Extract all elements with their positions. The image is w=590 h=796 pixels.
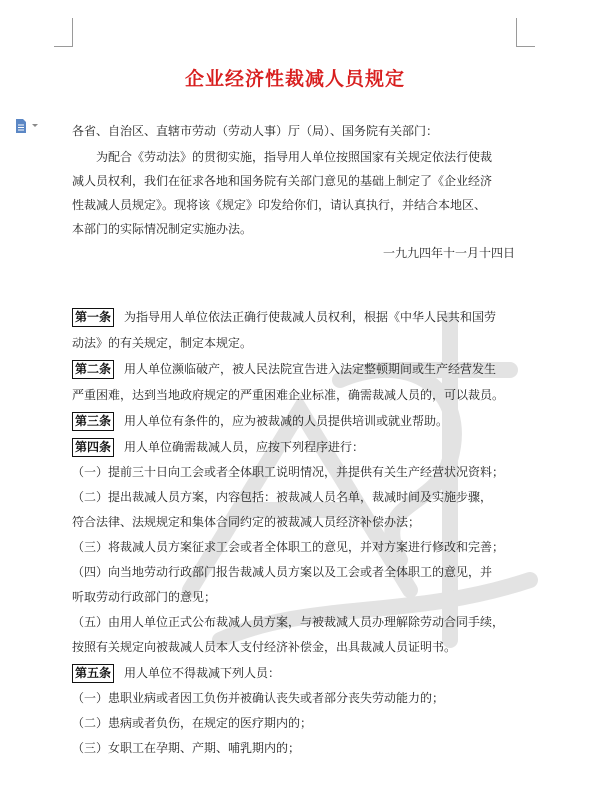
list-item: 听取劳动行政部门的意见； [72,590,217,604]
intro-line: 减人员权利，我们在征求各地和国务院有关部门意见的基础上制定了《企业经济 [72,174,493,188]
list-item: （二）患病或者负伤，在规定的医疗期内的； [72,716,313,730]
article-text: 用人单位濒临破产，被人民法院宣告进入法定整顿期间或生产经营发生 [124,362,497,376]
list-item: （一）提前三十日向工会或者全体职工说明情况，并提供有关生产经营状况资料； [72,465,505,479]
list-item: 按照有关规定向被裁减人员本人支付经济补偿金，出具裁减人员证明书。 [72,640,457,654]
intro-line: 性裁减人员规定》。现将该《规定》印发给你们，请认真执行，并结合本地区、 [72,198,487,212]
intro-paragraph [72,145,518,241]
article-1 [72,304,518,330]
article-text: 用人单位有条件的，应为被裁减的人员提供培训或就业帮助。 [124,414,449,428]
list-item: （二）提出裁减人员方案，内容包括：被裁减人员名单，裁减时间及实施步骤， [72,490,493,504]
list-item: （四）向当地劳动行政部门报告裁减人员方案以及工会或者全体职工的意见，并 [72,565,493,579]
article-label: 第三条 [72,412,114,431]
article-text: 用人单位确需裁减人员，应按下列程序进行： [124,440,365,454]
list-item: （三）将裁减人员方案征求工会或者全体职工的意见，并对方案进行修改和完善； [72,540,505,554]
article-2 [72,356,518,382]
list-item: （五）由用人单位正式公布裁减人员方案，与被裁减人员办理解除劳动合同手续， [72,615,505,629]
addressee-line: 各省、自治区、直辖市劳动（劳动人事）厅（局）、国务院有关部门： [72,124,439,138]
article-3 [72,408,518,434]
article-4 [72,434,518,460]
intro-line: 本部门的实际情况制定实施办法。 [72,222,253,236]
article-continuation: 动法》的有关规定，制定本规定。 [72,336,253,350]
intro-line: 为配合《劳动法》的贯彻实施，指导用人单位按照国家有关规定依法行使裁 [96,150,493,164]
article-text: 为指导用人单位依法正确行使裁减人员权利，根据《中华人民共和国劳 [124,310,497,324]
article-label: 第五条 [72,664,114,683]
caret-down-icon[interactable] [32,124,38,127]
article-5 [72,660,518,686]
page-corner-top-left [54,18,73,47]
list-item: 符合法律、法规规定和集体合同约定的被裁减人员经济补偿办法； [72,515,421,529]
list-item: （三）女职工在孕期、产期、哺乳期内的； [72,741,301,755]
articles-body [72,304,518,761]
page-corner-top-right [516,18,535,47]
list-item: （一）患职业病或者因工负伤并被确认丧失或者部分丧失劳动能力的； [72,691,445,705]
article-label: 第一条 [72,308,114,327]
article-continuation: 严重困难，达到当地政府规定的严重困难企业标准，确需裁减人员的，可以裁员。 [72,388,505,402]
issue-date: 一九九四年十一月十四日 [382,246,515,260]
article-label: 第四条 [72,438,114,457]
document-icon[interactable] [15,119,39,133]
article-text: 用人单位不得裁减下列人员： [124,666,281,680]
document-title: 企业经济性裁减人员规定 [184,68,405,90]
article-label: 第二条 [72,360,114,379]
